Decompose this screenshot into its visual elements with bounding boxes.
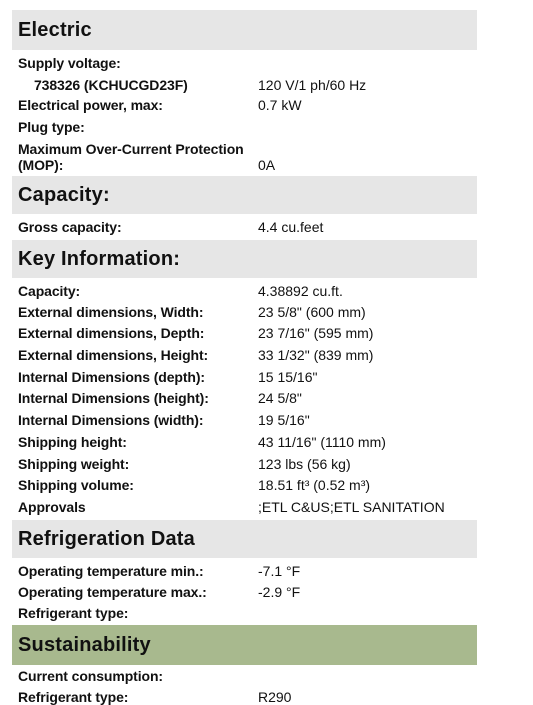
section-title-sustainability: Sustainability [18,633,151,656]
spec-value: 23 5/8" (600 mm) [258,304,366,320]
spec-label: Capacity: [18,283,81,299]
spec-value: R290 [258,689,292,705]
section-header-electric [12,10,477,50]
spec-label: Supply voltage: [18,55,121,71]
spec-label: External dimensions, Width: [18,304,204,320]
spec-label: External dimensions, Height: [18,347,209,363]
spec-label: 738326 (KCHUCGD23F) [34,77,188,93]
spec-value: 0A [258,157,276,173]
spec-label: Shipping height: [18,434,127,450]
spec-label: Refrigerant type: [18,605,129,621]
spec-label: Operating temperature max.: [18,584,207,600]
spec-label: Gross capacity: [18,219,122,235]
section-title-key-information: Key Information: [18,247,181,270]
spec-label: Internal Dimensions (width): [18,412,204,428]
spec-label: Electrical power, max: [18,97,163,113]
spec-value: 23 7/16" (595 mm) [258,325,374,341]
spec-label: (MOP): [18,157,64,173]
section-title-refrigeration-data: Refrigeration Data [18,527,195,550]
spec-value: 24 5/8" [258,390,302,406]
spec-value: -2.9 °F [258,584,301,600]
spec-value: 120 V/1 ph/60 Hz [258,77,367,93]
spec-value: 4.4 cu.feet [258,219,324,235]
spec-value: 33 1/32" (839 mm) [258,347,374,363]
spec-label: Internal Dimensions (depth): [18,369,205,385]
spec-value: 19 5/16" [258,412,310,428]
section-title-electric: Electric [18,18,92,41]
spec-label: Internal Dimensions (height): [18,390,209,406]
spec-label: External dimensions, Depth: [18,325,205,341]
spec-label: Refrigerant type: [18,689,129,705]
spec-value: 123 lbs (56 kg) [258,456,351,472]
section-header-refrigeration-data [12,520,477,558]
spec-label: Current consumption: [18,668,163,684]
spec-value: 18.51 ft³ (0.52 m³) [258,477,371,493]
spec-value: -7.1 °F [258,563,301,579]
spec-label: Approvals [18,499,86,515]
spec-value: ;ETL C&US;ETL SANITATION [258,499,445,515]
spec-label: Maximum Over-Current Protection [18,141,244,157]
spec-label: Shipping volume: [18,477,134,493]
spec-value: 4.38892 cu.ft. [258,283,343,299]
section-title-capacity: Capacity: [18,183,110,206]
section-header-key-information [12,240,477,278]
spec-label: Shipping weight: [18,456,130,472]
spec-value: 0.7 kW [258,97,302,113]
spec-label: Plug type: [18,119,85,135]
spec-value: 15 15/16" [258,369,318,385]
section-header-sustainability [12,625,477,665]
section-header-capacity [12,176,477,214]
spec-label: Operating temperature min.: [18,563,204,579]
spec-value: 43 11/16" (1110 mm) [258,434,386,450]
